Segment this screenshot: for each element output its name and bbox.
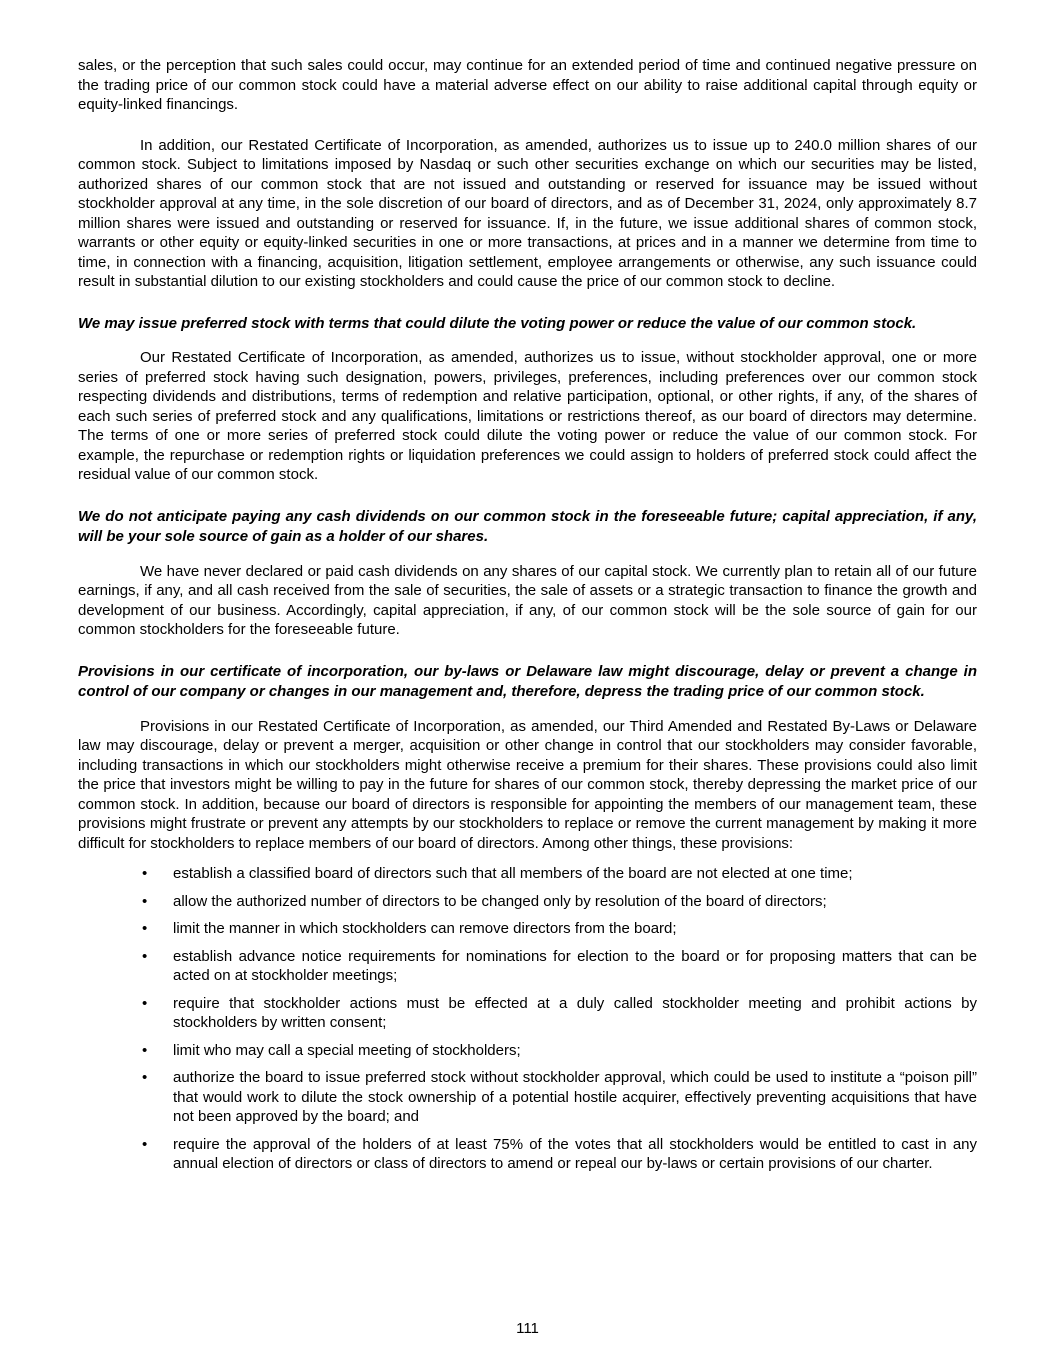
list-item [78, 864, 977, 884]
heading-anti-takeover-provisions: Provisions in our certificate of incorporation, our by-laws or Delaware law might discourage, delay or prevent a change in control of our company or changes in our management and, therefore, depress the trading price of our common stock. [78, 662, 977, 700]
paragraph-charter-provisions: Provisions in our Restated Certificate of Incorporation, as amended, our Third Amended and Restated By-Laws or Delaware law may discourage, delay or prevent a merger, acquisition or other change in control that our stockholders may consider favorable, including transactions in which our stockholders might otherwise receive a premium for their shares. These provisions could also limit the price that investors might be willing to pay in the future for shares of our common stock, thereby depressing the market price of our common stock. In addition, because our board of directors is responsible for appointing the members of our management team, these provisions might frustrate or prevent any attempts by our stockholders to replace or remove the current management by making it more difficult for stockholders to replace members of our board of directors. Among other things, these provisions: [78, 717, 977, 852]
bullet-icon: • [142, 947, 148, 965]
list-item [78, 1041, 977, 1061]
bullet-text: allow the authorized number of directors to be changed only by resolution of the board of directors; [173, 892, 827, 910]
heading-no-cash-dividends: We do not anticipate paying any cash dividends on our common stock in the foreseeable future; capital appreciation, if any, will be your sole source of gain as a holder of our shares. [78, 507, 977, 545]
paragraph-dividends-policy: We have never declared or paid cash dividends on any shares of our capital stock. We currently plan to retain all of our future earnings, if any, and all cash received from the sale of securities, the sale of assets or a strategic transaction to finance the growth and development of our business. Accordingly, capital appreciation, if any, of our common stock will be the sole source of gain for our common stockholders for the foreseeable future. [78, 562, 977, 638]
bullet-text: require the approval of the holders of at least 75% of the votes that all stockholders would be entitled to cast in any annual election of directors or class of directors to amend or repeal our by-laws or certain provisions of our charter. [173, 1135, 977, 1172]
bullet-text: require that stockholder actions must be effected at a duly called stockholder meeting and prohibit actions by stockholders by written consent; [173, 994, 977, 1031]
list-item [78, 892, 977, 912]
bullet-icon: • [142, 1069, 148, 1086]
bullet-icon: • [142, 920, 148, 937]
list-item [78, 1135, 977, 1174]
list-item [78, 994, 977, 1033]
list-item [78, 1068, 977, 1127]
paragraph-authorized-shares: In addition, our Restated Certificate of Incorporation, as amended, authorizes us to issue up to 240.0 million shares of our common stock. Subject to limitations imposed by Nasdaq or such other securities exchange on which our securities may be listed, authorized shares of our common stock that are not issued and outstanding or reserved for issuance may be issued without stockholder approval at any time, in the sole discretion of our board of directors, and as of December 31, 2024, only approximately 8.7 million shares were issued and outstanding or reserved for issuance. If, in the future, we issue additional shares of common stock, warrants or other equity or equity-linked securities in one or more transactions, at prices and in a manner we determine from time to time, in connection with a financing, acquisition, litigation settlement, employee arrangements or otherwise, any such issuance could result in substantial dilution to our existing stockholders and could cause the price of our common stock to decline. [78, 136, 977, 290]
bullet-icon: • [142, 1041, 148, 1059]
bullet-icon: • [142, 892, 148, 910]
bullet-text: limit the manner in which stockholders can remove directors from the board; [173, 920, 677, 937]
bullet-text: authorize the board to issue preferred stock without stockholder approval, which could be used to institute a “poison pill” that would work to dilute the stock ownership of a potential hostile acquirer, effectively preventing acquisitions that have not been approved by the board; and [173, 1069, 977, 1125]
list-item [78, 947, 977, 986]
paragraph-sales-continuation: sales, or the perception that such sales could occur, may continue for an extended period of time and continued negative pressure on the trading price of our common stock could have a material adverse effect on our ability to raise additional capital through equity or equity-linked financings. [78, 57, 977, 113]
bullet-icon: • [142, 865, 148, 882]
bullet-text: establish a classified board of directors such that all members of the board are not elected at one time; [173, 865, 853, 882]
list-item [78, 919, 977, 939]
paragraph-preferred-stock-terms: Our Restated Certificate of Incorporation, as amended, authorizes us to issue, without stockholder approval, one or more series of preferred stock having such designation, powers, privileges, preferences, including preferences over our common stock respecting dividends and distributions, terms of redemption and relative participation, optional, or other rights, if any, of the shares of each such series of preferred stock and any qualifications, limitations or restrictions thereof, as our board of directors may determine. The terms of one or more series of preferred stock could dilute the voting power or reduce the value of our common stock. For example, the repurchase or redemption rights or liquidation preferences we could assign to holders of preferred stock could affect the residual value of our common stock. [78, 349, 977, 483]
page-number: 111 [516, 1319, 539, 1337]
heading-preferred-stock-dilution: We may issue preferred stock with terms that could dilute the voting power or reduce the value of our common stock. [78, 314, 917, 332]
bullet-icon: • [142, 994, 148, 1012]
bullet-text: establish advance notice requirements for nominations for election to the board or for proposing matters that can be acted on at stockholder meetings; [173, 947, 977, 984]
bullet-icon: • [142, 1135, 148, 1153]
provisions-bullet-list [78, 864, 977, 1174]
bullet-text: limit who may call a special meeting of stockholders; [173, 1041, 521, 1059]
